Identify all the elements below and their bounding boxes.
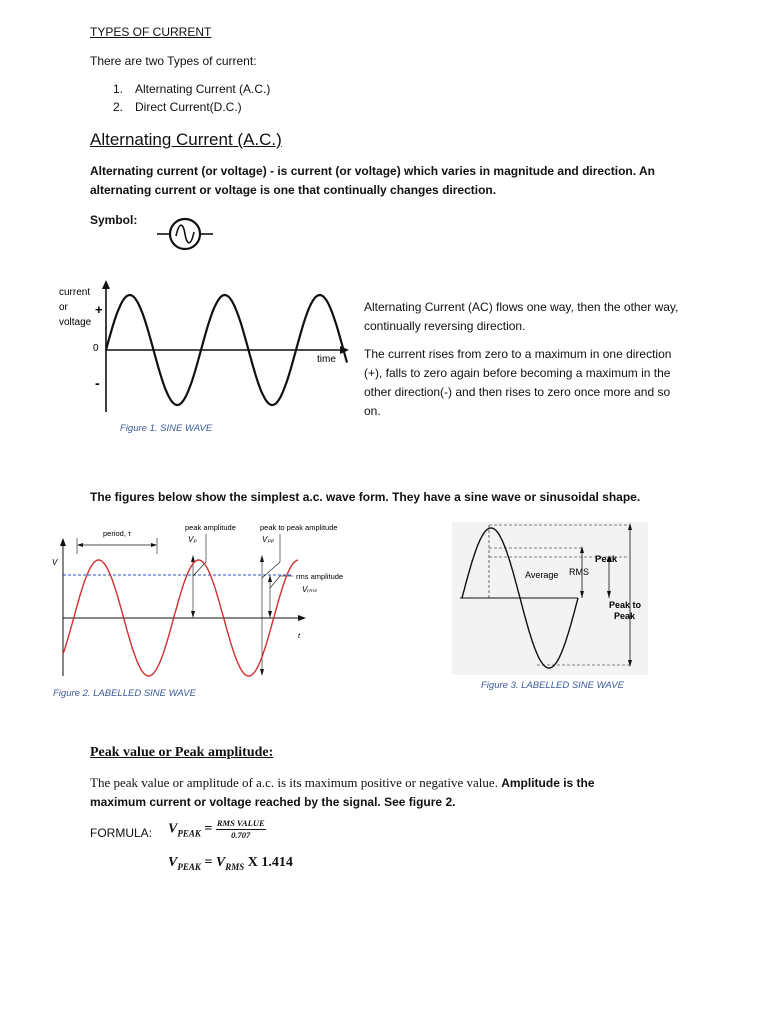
fig2-peak-sym: Vₚ — [188, 535, 197, 544]
fig2-rms-sym: Vᵣₘₛ — [302, 585, 317, 594]
fig3-p2p-label-1: Peak to — [609, 600, 642, 610]
fig3-average-label: Average — [525, 570, 559, 580]
fig1-zero: 0 — [93, 343, 99, 354]
formula-2: $V_{PEAK} = V_{RMS}$ X 1.414 — [168, 855, 293, 872]
fig1-y-label-3: voltage — [59, 317, 92, 328]
fig2-rms-label: rms amplitude — [296, 572, 344, 581]
formula-1: $V_{PEAK}$ = $\frac{\text{RMS VALUE}}{0.707}$ — [168, 818, 265, 840]
peak-text: The peak value or amplitude of a.c. is its maximum positive or negative value. Amplitude is the maximum current or voltage reached by the signal. See figure 2. — [90, 775, 595, 809]
fig2-v-axis: V — [52, 558, 58, 567]
peak-heading: Peak value or Peak amplitude: — [90, 745, 274, 760]
fig2-t-axis: t — [298, 631, 301, 640]
fig1-minus: - — [95, 375, 100, 391]
fig1-text-1: Alternating Current (AC) flows one way, then the other way, continually reversing direction. — [364, 300, 679, 333]
types-list — [113, 80, 270, 116]
ac-definition: Alternating current (or voltage) - is current (or voltage) which varies in magnitude and direction. An alternating current or voltage is one that continually changes direction. — [90, 164, 655, 197]
ac-symbol-icon — [155, 212, 217, 256]
formula-label: FORMULA: — [90, 826, 153, 840]
fig1-y-label-1: current — [59, 287, 91, 298]
figure-2-caption: Figure 2. LABELLED SINE WAVE — [53, 688, 196, 699]
list-item: 1. Alternating Current (A.C.) — [113, 82, 271, 96]
figures-intro: The figures below show the simplest a.c. wave form. They have a sine wave or sinusoidal shape. — [90, 490, 641, 504]
list-item: 2. Direct Current(D.C.) — [113, 100, 242, 114]
fig2-p2p-sym: Vₚₚ — [262, 535, 275, 544]
fig2-p2p-label: peak to peak amplitude — [260, 523, 338, 532]
fig2-period-label: period, τ — [103, 529, 131, 538]
fig1-y-label-2: or — [59, 302, 68, 313]
fig3-rms-label: RMS — [569, 567, 589, 577]
fig3-p2p-label-2: Peak — [614, 611, 636, 621]
figure-1-sine-wave — [55, 278, 355, 418]
figure-3-caption: Figure 3. LABELLED SINE WAVE — [481, 680, 624, 691]
symbol-label: Symbol: — [90, 213, 138, 227]
ac-heading: Alternating Current (A.C.) — [90, 130, 282, 149]
figure-3-labelled-sine-wave — [452, 522, 648, 675]
intro-text: There are two Types of current: — [90, 54, 257, 68]
fig1-plus: + — [95, 302, 103, 317]
fig3-peak-label: Peak — [595, 554, 618, 565]
fig1-text-2: The current rises from zero to a maximum in one direction (+), falls to zero again before becoming a maximum in the other direction(-) and then rises to zero once more and so on. — [364, 347, 672, 418]
fig1-x-label: time — [317, 354, 336, 365]
page-title: TYPES OF CURRENT — [90, 25, 212, 39]
figure-1-caption: Figure 1. SINE WAVE — [120, 423, 213, 434]
figure-2-labelled-sine-wave — [48, 518, 353, 683]
fig2-peak-amp-label: peak amplitude — [185, 523, 236, 532]
